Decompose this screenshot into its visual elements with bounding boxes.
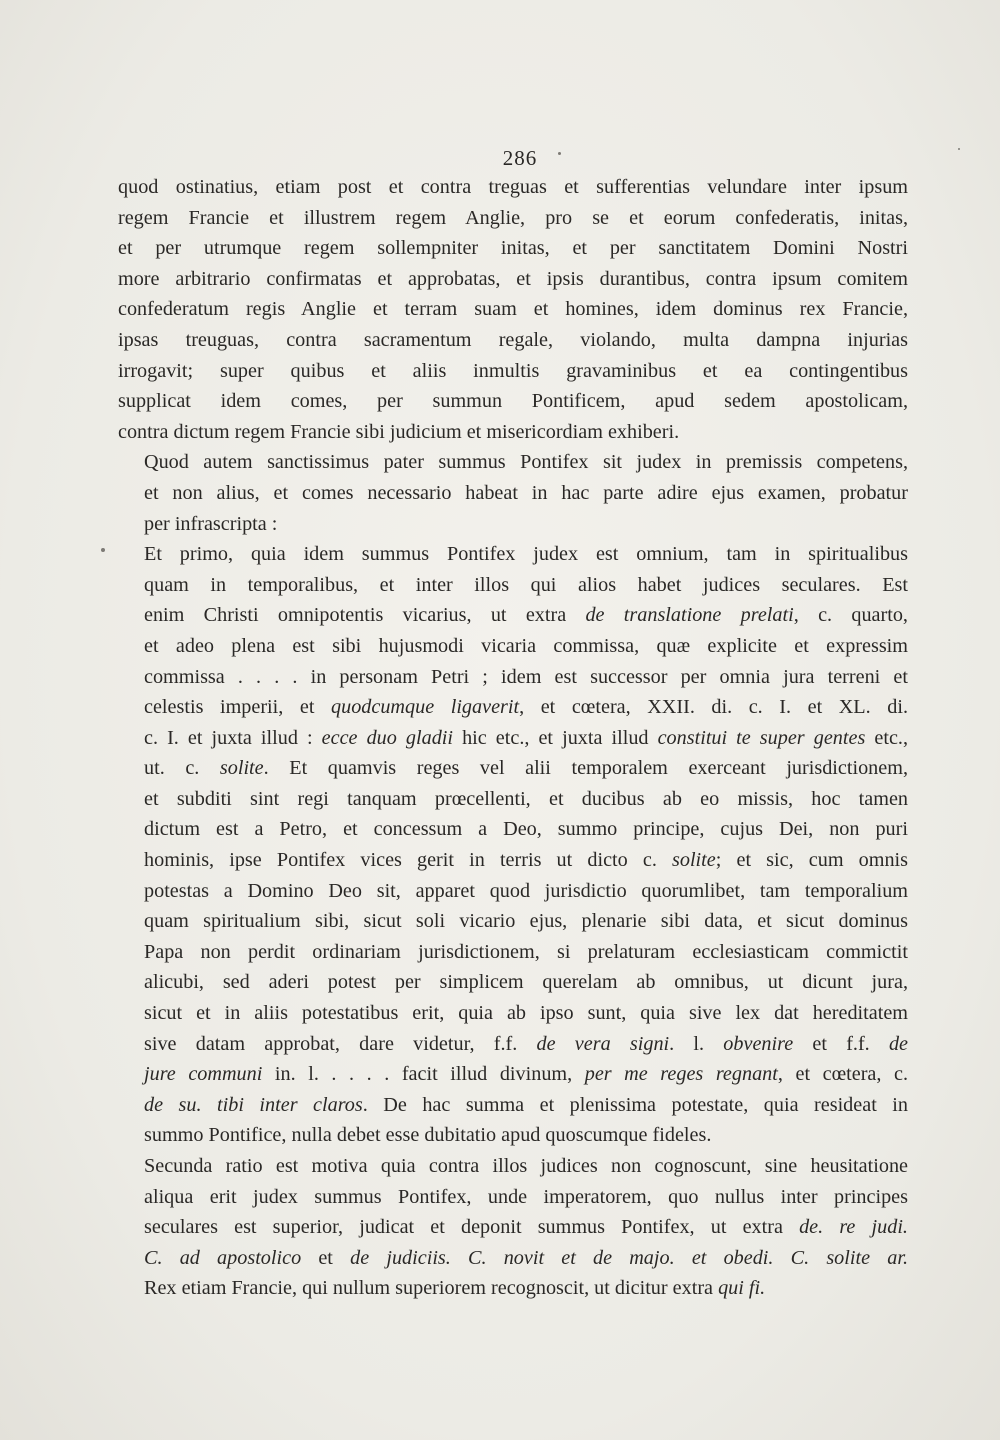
paragraph [118, 539, 908, 1151]
print-speck [101, 548, 105, 552]
text-line: alicubi, sed aderi potest per simplicem querelam ab omnibus, ut dicunt jura, [144, 971, 908, 994]
text-line: hominis, ipse Pontifex vices gerit in terris ut dicto c. solite; et sic, cum omnis [144, 849, 909, 872]
text-line: Secunda ratio est motiva quia contra illos judices non cognoscunt, sine heusitatione [144, 1155, 908, 1177]
paragraph [118, 172, 908, 447]
paragraph [118, 1151, 908, 1304]
text-line: per infrascripta : [144, 512, 278, 535]
text-line: sicut et in aliis potestatibus erit, quia ab ipso sunt, quia sive lex dat hereditatem [144, 1002, 908, 1025]
text-line: irrogavit; super quibus et aliis inmultis gravaminibus et ea contingentibus [118, 359, 908, 382]
text-line: commissa . . . . in personam Petri ; idem est successor per omnia jura terreni et [144, 665, 908, 688]
text-line: more arbitrario confirmatas et approbatas, et ipsis durantibus, contra ipsum comitem [118, 267, 908, 290]
paragraph [118, 447, 908, 539]
print-speck [558, 152, 561, 155]
text-line: quam spiritualium sibi, sicut soli vicario ejus, plenarie sibi data, et sicut dominus [144, 910, 908, 933]
text-line: contra dictum regem Francie sibi judicium et misericordiam exhiberi. [118, 420, 680, 443]
text-line: Rex etiam Francie, qui nullum superiorem recognoscit, ut dicitur extra qui fi. [144, 1277, 766, 1300]
text-line: et adeo plena est sibi hujusmodi vicaria commissa, quæ explicite et expressim [144, 634, 908, 657]
text-line: et per utrumque regem sollempniter initas, et per sanctitatem Domini Nostri [118, 237, 908, 260]
text-line: C. ad apostolico et de judiciis. C. novit et de majo. et obedi. C. solite ar. [144, 1246, 909, 1269]
text-line: dictum est a Petro, et concessum a Deo, summo principe, cujus Dei, non puri [144, 818, 908, 841]
text-line: celestis imperii, et quodcumque ligaverit, et cœtera, XXII. di. c. I. et XL. di. [144, 696, 908, 719]
text-line: sive datam approbat, dare videtur, f.f. de vera signi. l. obvenire et f.f. de [144, 1032, 909, 1055]
text-line: seculares est superior, judicat et deponit summus Pontifex, ut extra de. re judi. [144, 1216, 908, 1239]
body-text [118, 172, 908, 1304]
text-line: regem Francie et illustrem regem Anglie, pro se et eorum confederatis, initas, [118, 206, 908, 229]
text-line: Papa non perdit ordinariam jurisdictionem, si prelaturam ecclesiasticam commictit [144, 940, 908, 963]
text-line: jure communi in. l. . . . . facit illud divinum, per me reges regnant, et cœtera, c. [144, 1063, 909, 1086]
text-line: c. I. et juxta illud : ecce duo gladii hic etc., et juxta illud constitui te super gentes etc., [144, 726, 908, 749]
text-line: confederatum regis Anglie et terram suam et homines, idem dominus rex Francie, [118, 298, 908, 321]
text-line: quod ostinatius, etiam post et contra treguas et sufferentias velundare inter ipsum [118, 176, 908, 198]
print-speck [958, 148, 960, 150]
text-line: Et primo, quia idem summus Pontifex judex est omnium, tam in spiritualibus [144, 543, 908, 566]
text-line: aliqua erit judex summus Pontifex, unde imperatorem, quo nullus inter principes [144, 1185, 908, 1208]
text-line: et subditi sint regi tanquam prœcellenti, et ducibus ab eo missis, hoc tamen [144, 787, 908, 810]
text-line: potestas a Domino Deo sit, apparet quod jurisdictio quorumlibet, tam temporalium [144, 879, 908, 902]
text-line: et non alius, et comes necessario habeat in hac parte adire ejus examen, probatur [144, 481, 908, 504]
text-line: enim Christi omnipotentis vicarius, ut extra de translatione prelati, c. quarto, [144, 604, 908, 627]
text-line: supplicat idem comes, per summun Pontificem, apud sedem apostolicam, [118, 390, 908, 413]
text-line: summo Pontifice, nulla debet esse dubitatio apud quoscumque fideles. [144, 1124, 712, 1147]
text-line: de su. tibi inter claros. De hac summa et plenissima potestate, quia resideat in [144, 1093, 908, 1116]
page-number: 286 [502, 146, 538, 170]
text-line: quam in temporalibus, et inter illos qui alios habet judices seculares. Est [144, 573, 908, 596]
text-line: ut. c. solite. Et quamvis reges vel alii temporalem exerceant jurisdictionem, [144, 757, 908, 780]
text-line: ipsas treuguas, contra sacramentum regale, violando, multa dampna injurias [118, 328, 908, 351]
text-line: Quod autem sanctissimus pater summus Pontifex sit judex in premissis competens, [144, 451, 908, 474]
